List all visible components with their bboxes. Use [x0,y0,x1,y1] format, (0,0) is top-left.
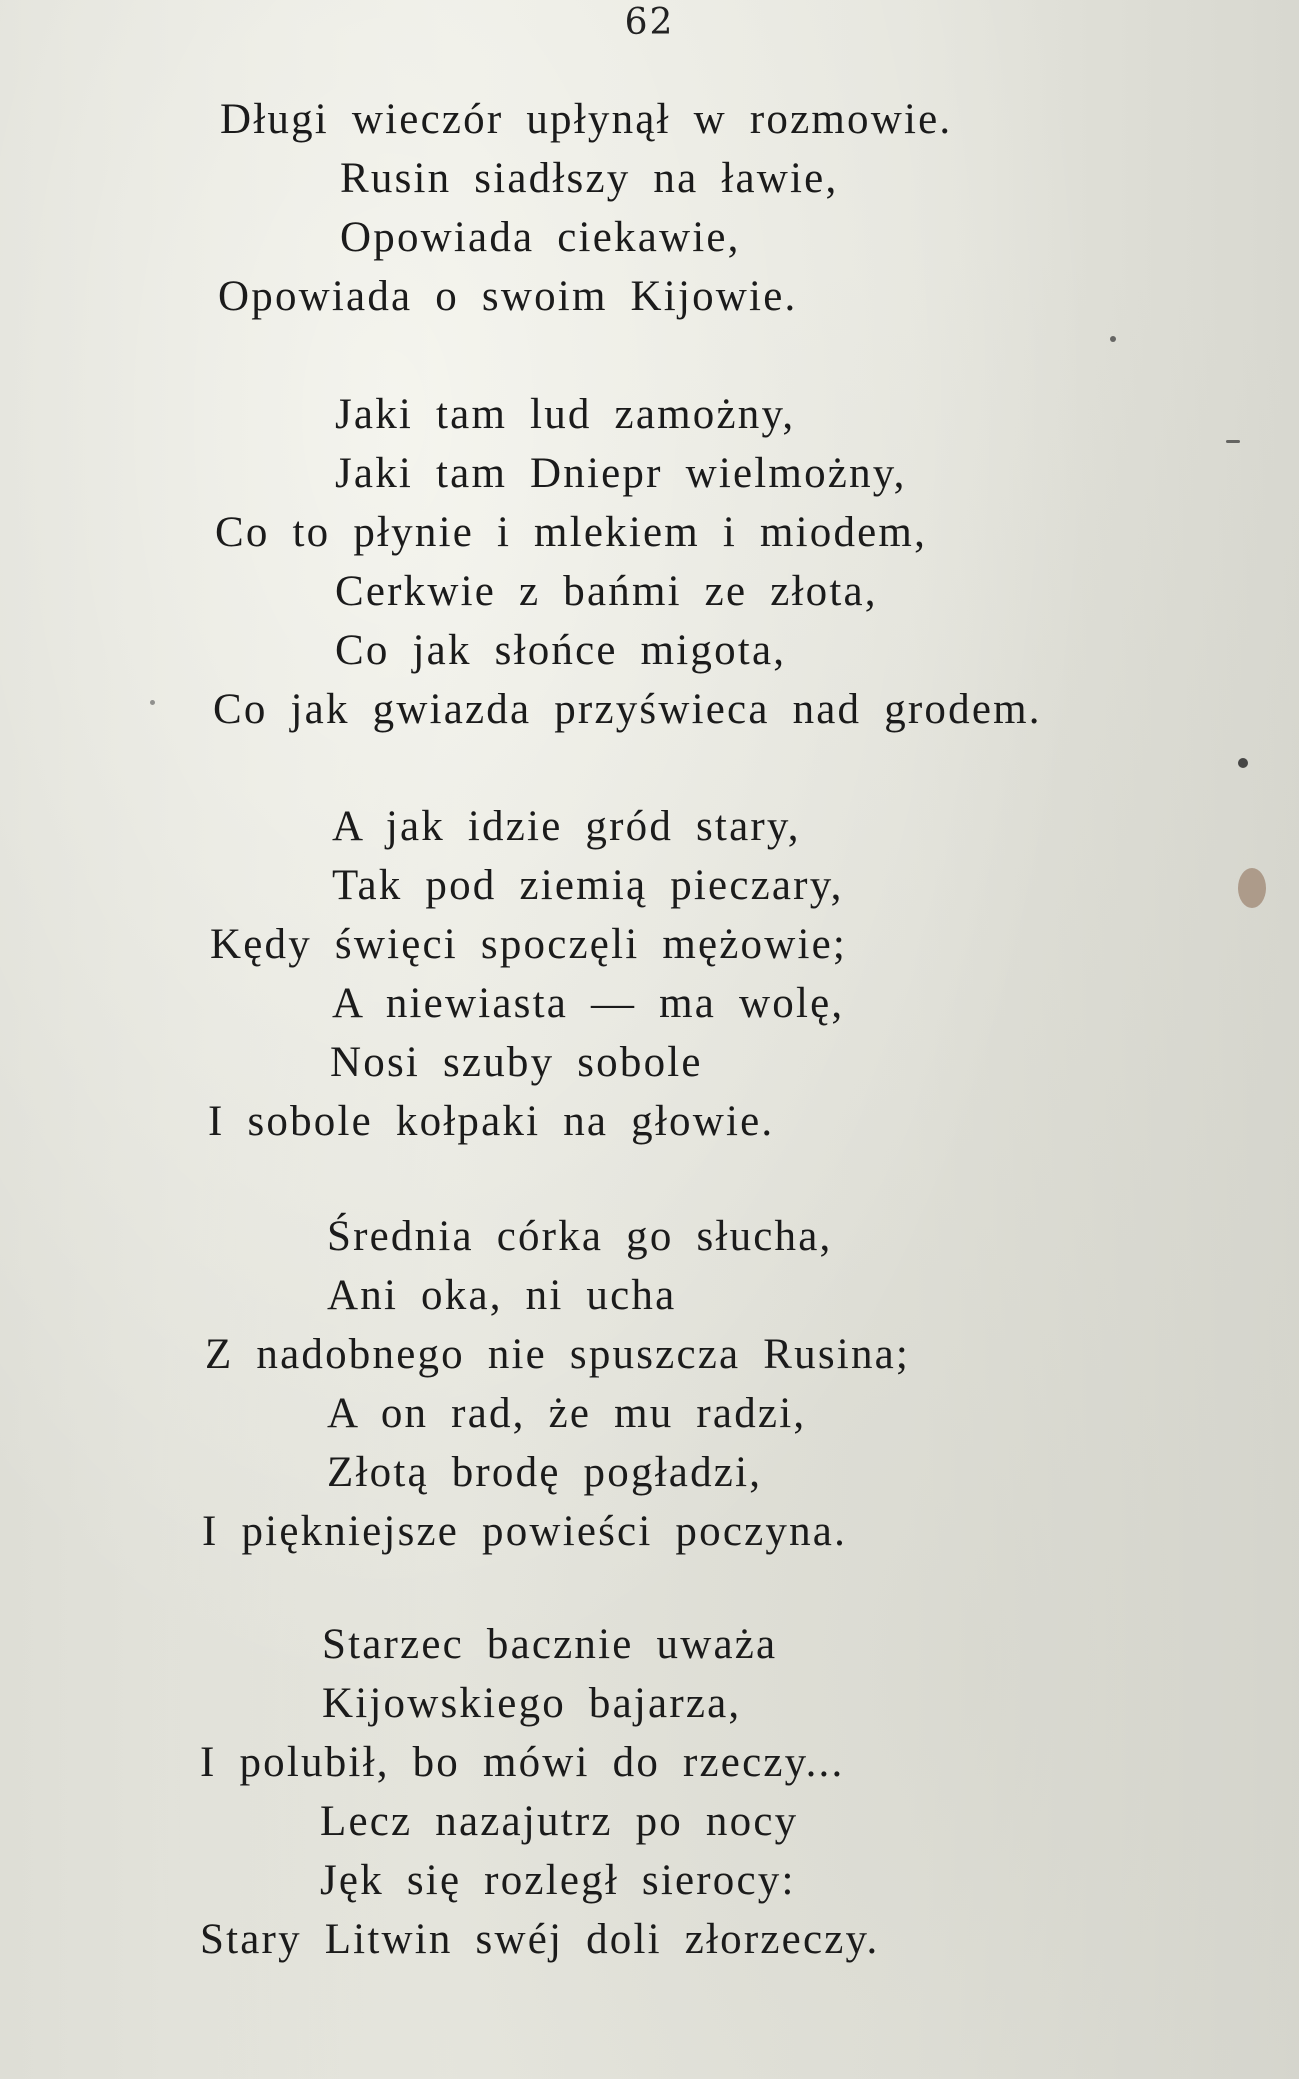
stanza-2-line-2: Jaki tam Dniepr wielmożny, [335,450,907,497]
stanza-2-line-6: Co jak gwiazda przyświeca nad grodem. [213,686,1042,733]
stanza-5-line-3: I polubił, bo mówi do rzeczy... [200,1739,845,1786]
stanza-2-line-3: Co to płynie i mlekiem i miodem, [215,509,928,556]
paper-speck [1238,758,1248,768]
stanza-4-line-3: Z nadobnego nie spuszcza Rusina; [205,1331,911,1378]
stanza-3-line-4: A niewiasta — ma wolę, [332,980,845,1027]
paper-speck [150,700,155,705]
stanza-4-line-1: Średnia córka go słucha, [327,1213,833,1260]
stanza-1-line-2: Rusin siadłszy na ławie, [340,155,839,202]
paper-speck [1226,440,1240,443]
stanza-3-line-2: Tak pod ziemią pieczary, [332,862,844,909]
stanza-1-line-3: Opowiada ciekawie, [340,214,741,261]
stanza-2-line-5: Co jak słońce migota, [335,627,787,674]
stanza-4-line-2: Ani oka, ni ucha [327,1272,677,1319]
stanza-5-line-4: Lecz nazajutrz po nocy [320,1798,799,1845]
stanza-5-line-2: Kijowskiego bajarza, [322,1680,742,1727]
stanza-3-line-6: I sobole kołpaki na głowie. [208,1098,775,1145]
stanza-5-line-5: Jęk się rozległ sierocy: [320,1857,796,1904]
stanza-3-line-5: Nosi szuby sobole [330,1039,703,1086]
stanza-4-line-4: A on rad, że mu radzi, [327,1390,807,1437]
stanza-1-line-4: Opowiada o swoim Kijowie. [218,273,798,320]
stanza-1-line-1: Długi wieczór upłynął w rozmowie. [220,96,953,143]
stanza-5-line-1: Starzec bacznie uważa [322,1621,778,1668]
paper-stain [1238,868,1266,908]
page-number: 62 [624,2,675,43]
stanza-3-line-1: A jak idzie gród stary, [332,803,801,850]
stanza-3-line-3: Kędy święci spoczęli mężowie; [210,921,848,968]
stanza-2-line-4: Cerkwie z bańmi ze złota, [335,568,878,615]
stanza-4-line-5: Złotą brodę pogładzi, [327,1449,763,1496]
stanza-4-line-6: I piękniejsze powieści poczyna. [202,1508,848,1555]
stanza-5-line-6: Stary Litwin swéj doli złorzeczy. [200,1916,880,1963]
stanza-2-line-1: Jaki tam lud zamożny, [335,391,796,438]
paper-speck [1110,336,1116,342]
